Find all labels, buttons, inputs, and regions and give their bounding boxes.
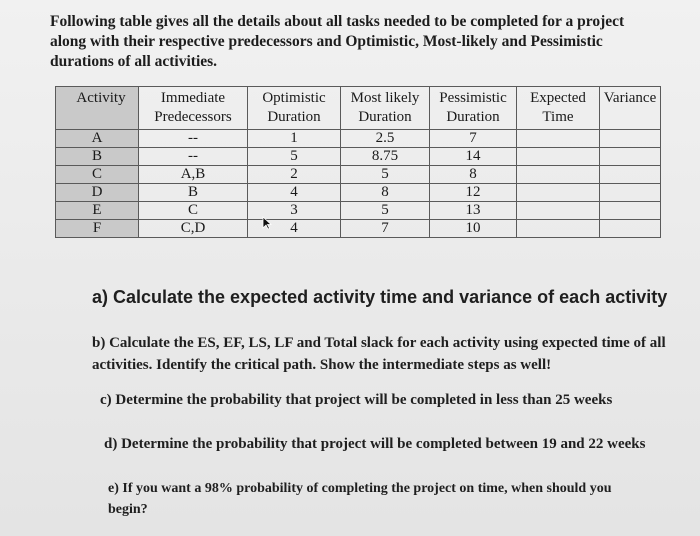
cell-variance xyxy=(600,148,661,166)
header-predecessors-line1: Immediate xyxy=(160,90,226,106)
header-optimistic xyxy=(248,87,341,130)
question-e-line1: e) If you want a 98% probability of completing the project on time, when should you xyxy=(108,481,612,496)
header-expected-line2: Time xyxy=(542,109,574,125)
header-expected-line1: Expected xyxy=(530,90,586,106)
intro-paragraph: Following table gives all the details about all tasks needed to be completed for a project along with their respective predecessors and Optimistic, Most-likely and Pessimistic durations of all activities. xyxy=(50,13,625,70)
cell-activity: C xyxy=(56,166,139,184)
cell-optimistic: 4 xyxy=(248,220,341,238)
cell-activity: B xyxy=(56,148,139,166)
table-row xyxy=(56,166,661,184)
header-pessimistic-line2: Duration xyxy=(446,109,500,125)
header-predecessors-line2: Predecessors xyxy=(154,109,232,125)
header-optimistic-line1: Optimistic xyxy=(262,90,326,106)
mouse-pointer-icon xyxy=(262,216,272,230)
cell-expected xyxy=(517,166,600,184)
question-b: b) Calculate the ES, EF, LS, LF and Total slack for each activity using expected time of all activities. Identify the critical path. Show the intermediate steps as well! xyxy=(92,335,666,373)
task-table xyxy=(55,86,661,238)
cell-activity: D xyxy=(56,184,139,202)
header-activity: Activity xyxy=(56,87,139,130)
header-pessimistic xyxy=(430,87,517,130)
cell-predecessors: A,B xyxy=(139,166,248,184)
cell-pessimistic: 10 xyxy=(430,220,517,238)
cell-most-likely: 5 xyxy=(341,202,430,220)
question-e-line2: begin? xyxy=(108,502,148,517)
cell-activity: A xyxy=(56,130,139,148)
cell-pessimistic: 12 xyxy=(430,184,517,202)
cell-most-likely: 8 xyxy=(341,184,430,202)
header-optimistic-line2: Duration xyxy=(267,109,321,125)
cell-most-likely: 2.5 xyxy=(341,130,430,148)
table-row xyxy=(56,202,661,220)
header-expected xyxy=(517,87,600,130)
cell-optimistic: 4 xyxy=(248,184,341,202)
question-a: a) Calculate the expected activity time and variance of each activity xyxy=(92,287,668,307)
cell-optimistic: 5 xyxy=(248,148,341,166)
header-pessimistic-line1: Pessimistic xyxy=(439,90,507,106)
header-predecessors xyxy=(139,87,248,130)
cell-most-likely: 8.75 xyxy=(341,148,430,166)
cell-pessimistic: 14 xyxy=(430,148,517,166)
table-row xyxy=(56,220,661,238)
table-row xyxy=(56,130,661,148)
header-variance: Variance xyxy=(600,87,661,130)
header-most-likely-line1: Most likely xyxy=(350,90,420,106)
cell-activity: F xyxy=(56,220,139,238)
question-c: c) Determine the probability that project will be completed in less than 25 weeks xyxy=(100,392,613,408)
cell-optimistic: 2 xyxy=(248,166,341,184)
cell-expected xyxy=(517,148,600,166)
question-d: d) Determine the probability that project will be completed between 19 and 22 weeks xyxy=(104,436,646,452)
table-header-row xyxy=(56,87,661,130)
cell-pessimistic: 8 xyxy=(430,166,517,184)
cell-predecessors: C xyxy=(139,202,248,220)
table-row xyxy=(56,148,661,166)
cell-optimistic: 3 xyxy=(248,202,341,220)
header-most-likely xyxy=(341,87,430,130)
cell-most-likely: 7 xyxy=(341,220,430,238)
cell-expected xyxy=(517,220,600,238)
cell-variance xyxy=(600,202,661,220)
cell-predecessors: B xyxy=(139,184,248,202)
cell-variance xyxy=(600,130,661,148)
cell-variance xyxy=(600,166,661,184)
cell-pessimistic: 13 xyxy=(430,202,517,220)
cell-most-likely: 5 xyxy=(341,166,430,184)
table-row xyxy=(56,184,661,202)
cell-variance xyxy=(600,184,661,202)
cell-expected xyxy=(517,130,600,148)
question-e xyxy=(108,478,668,520)
cell-activity: E xyxy=(56,202,139,220)
cell-expected xyxy=(517,184,600,202)
cell-pessimistic: 7 xyxy=(430,130,517,148)
cell-predecessors: -- xyxy=(139,148,248,166)
cell-predecessors: -- xyxy=(139,130,248,148)
header-most-likely-line2: Duration xyxy=(358,109,412,125)
cell-expected xyxy=(517,202,600,220)
cell-optimistic: 1 xyxy=(248,130,341,148)
cell-predecessors: C,D xyxy=(139,220,248,238)
cell-variance xyxy=(600,220,661,238)
